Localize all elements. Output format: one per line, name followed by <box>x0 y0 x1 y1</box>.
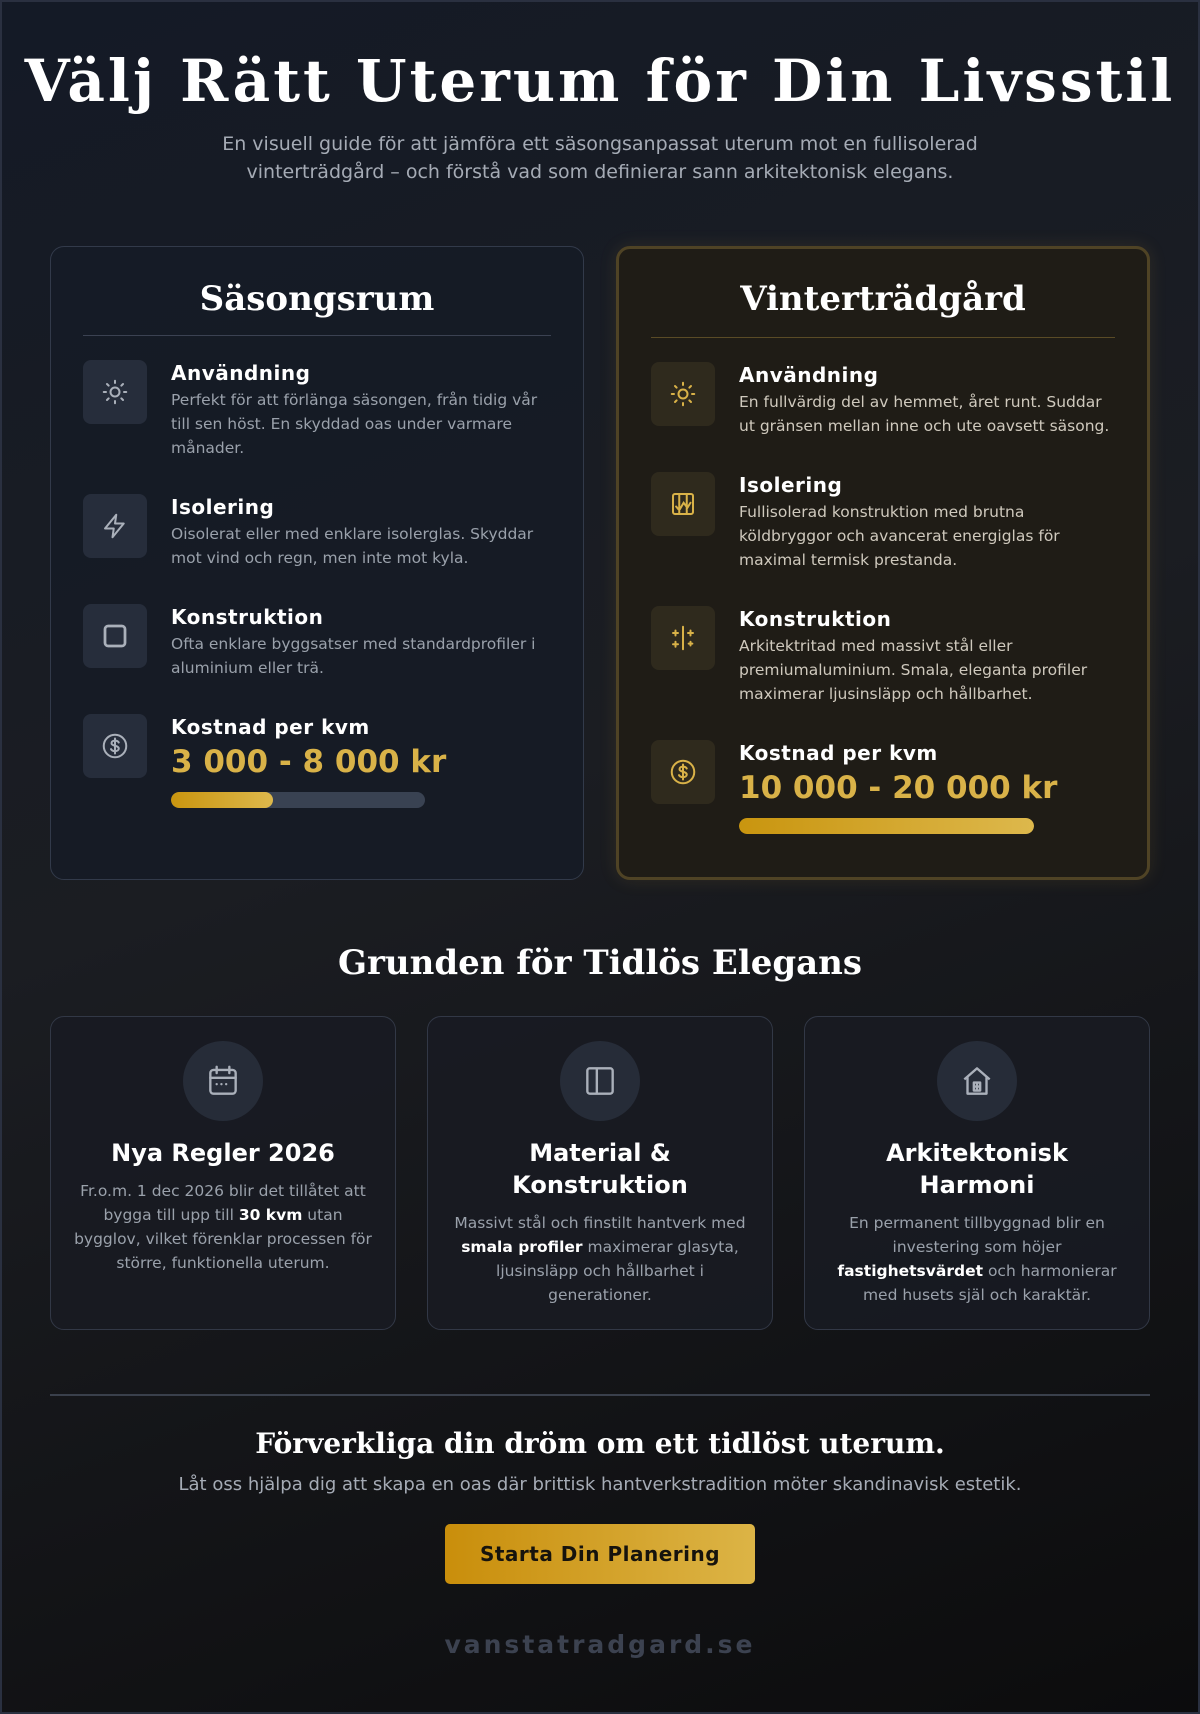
winter-usage-title: Användning <box>739 363 879 387</box>
winter-garden-card <box>616 246 1150 880</box>
panel-icon <box>560 1041 640 1121</box>
season-room-card <box>50 246 584 880</box>
season-insulation-feature <box>83 494 551 570</box>
winter-construction-text: Arkitektritad med massivt stål eller premiumaluminium. Smala, eleganta profiler maximerar ljusinsläpp och hållbarhet. <box>739 637 1088 703</box>
winter-insulation-feature <box>651 472 1115 572</box>
page-title: Välj Rätt Uterum för Din Livsstil <box>24 47 1176 115</box>
dollar-circle-icon <box>651 740 715 804</box>
pillar-text: En permanent tillbyggnad blir en investering som höjer fastighetsvärdet och harmonierar med husets själ och karaktär. <box>837 1214 1117 1304</box>
pillar-title: Arkitektonisk Harmoni <box>886 1139 1068 1199</box>
foundation-title: Grunden för Tidlös Elegans <box>337 943 863 983</box>
season-usage-title: Användning <box>171 361 311 385</box>
winter-cost-title: Kostnad per kvm <box>739 741 938 765</box>
winter-insulation-text: Fullisolerad konstruktion med brutna köldbryggor och avancerat energiglas för maximal termisk prestanda. <box>739 503 1060 569</box>
winter-insulation-title: Isolering <box>739 473 843 497</box>
house-icon <box>937 1041 1017 1121</box>
season-cost-bar <box>171 792 425 808</box>
winter-cost-value: 10 000 - 20 000 kr <box>739 770 1058 806</box>
section-divider <box>50 1394 1150 1396</box>
winter-usage-feature <box>651 362 1115 438</box>
season-construction-title: Konstruktion <box>171 605 324 629</box>
thermal-panel-icon <box>651 472 715 536</box>
winter-construction-feature <box>651 606 1115 706</box>
season-cost-value: 3 000 - 8 000 kr <box>171 744 447 780</box>
pillar-new-rules <box>50 1016 396 1330</box>
season-cost-bar-fill <box>171 792 273 808</box>
comparison-section <box>50 246 1150 880</box>
winter-cost-bar-fill <box>739 818 1034 834</box>
winter-cost-bar <box>739 818 1034 834</box>
winter-usage-text: En fullvärdig del av hemmet, året runt. Suddar ut gränsen mellan inne och ute oavsett säsong. <box>739 393 1110 435</box>
footer-domain[interactable]: vanstatradgard.se <box>444 1630 756 1659</box>
page-subtitle: En visuell guide för att jämföra ett säsongsanpassat uterum mot en fullisolerad vinterträdgård – och förstå vad som definierar sann arkitektonisk elegans. <box>222 133 978 183</box>
foundation-pillars <box>50 1016 1150 1330</box>
pillar-text: Fr.o.m. 1 dec 2026 blir det tillåtet att bygga till upp till 30 kvm utan bygglov, vilket förenklar processen för större, funktionella uterum. <box>74 1182 372 1272</box>
start-planning-button[interactable]: Starta Din Planering <box>445 1524 755 1584</box>
season-room-title: Säsongsrum <box>83 247 551 336</box>
pillar-title: Material & Konstruktion <box>512 1139 688 1199</box>
pillar-highlight: fastighetsvärdet <box>837 1262 984 1280</box>
season-usage-text: Perfekt för att förlänga säsongen, från tidig vår till sen höst. En skyddad oas under varmare månader. <box>171 391 538 457</box>
winter-construction-title: Konstruktion <box>739 607 892 631</box>
dollar-circle-icon <box>83 714 147 778</box>
sparkles-icon <box>651 606 715 670</box>
pillar-highlight: 30 kvm <box>238 1206 303 1224</box>
pillar-harmony <box>804 1016 1150 1330</box>
bolt-icon <box>83 494 147 558</box>
sun-icon <box>651 362 715 426</box>
winter-cost-feature <box>651 740 1115 834</box>
season-usage-feature <box>83 360 551 460</box>
season-construction-text: Ofta enklare byggsatser med standardprofiler i aluminium eller trä. <box>171 635 536 677</box>
pillar-title: Nya Regler 2026 <box>111 1139 335 1167</box>
calendar-icon <box>183 1041 263 1121</box>
winter-garden-title: Vinterträdgård <box>651 249 1115 338</box>
square-icon <box>83 604 147 668</box>
cta-title: Förverkliga din dröm om ett tidlöst uterum. <box>255 1427 945 1460</box>
sun-icon <box>83 360 147 424</box>
season-construction-feature <box>83 604 551 680</box>
season-cost-feature <box>83 714 551 808</box>
pillar-highlight: smala profiler <box>461 1238 583 1256</box>
season-cost-title: Kostnad per kvm <box>171 715 370 739</box>
cta-subtitle: Låt oss hjälpa dig att skapa en oas där brittisk hantverkstradition möter skandinavisk estetik. <box>178 1474 1022 1495</box>
season-insulation-title: Isolering <box>171 495 275 519</box>
season-insulation-text: Oisolerat eller med enklare isolerglas. Skyddar mot vind och regn, men inte mot kyla. <box>171 525 534 567</box>
pillar-material <box>427 1016 773 1330</box>
pillar-text: Massivt stål och finstilt hantverk med smala profiler maximerar glasyta, ljusinsläpp och hållbarhet i generationer. <box>454 1214 746 1304</box>
